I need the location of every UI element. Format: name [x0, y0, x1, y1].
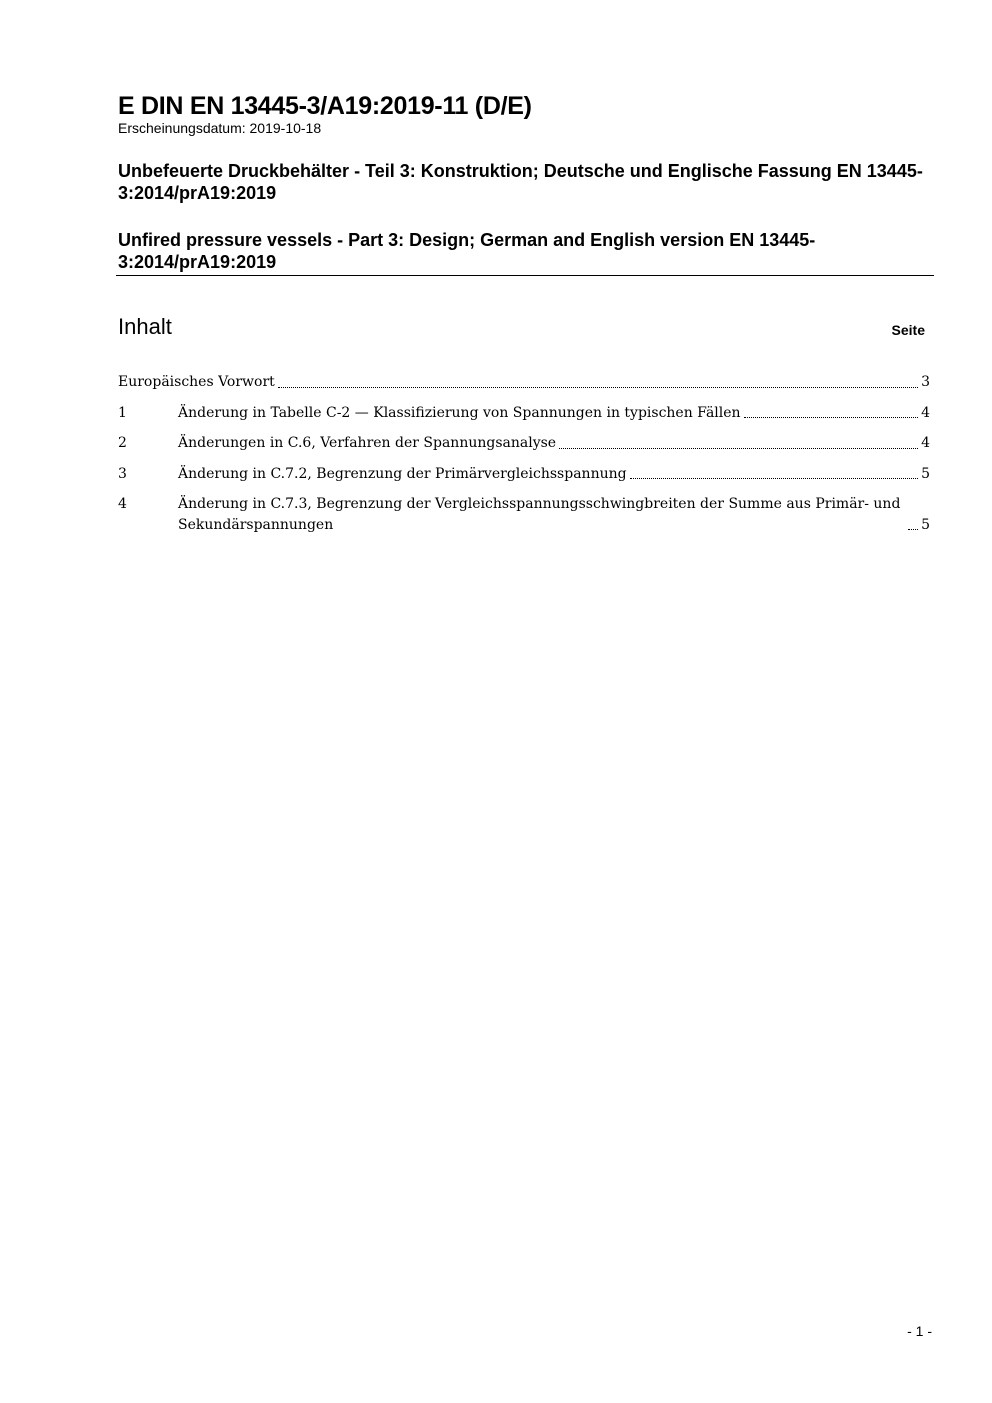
title-german: Unbefeuerte Druckbehälter - Teil 3: Konstruktion; Deutsche und Englische Fassung EN 13445-3:2014/prA19:2019 — [118, 161, 923, 203]
toc-entry[interactable] — [118, 494, 930, 535]
document-header — [118, 92, 933, 272]
toc-entry-page[interactable]: 3 — [921, 374, 930, 390]
toc-leader-dots — [744, 417, 919, 418]
toc-leader-dots — [630, 478, 918, 479]
toc-entry[interactable] — [118, 403, 930, 424]
toc-entry-number: 2 — [118, 435, 127, 451]
page-number: - 1 - — [907, 1323, 932, 1339]
toc-leader-dots — [908, 529, 918, 530]
toc-entry-title[interactable]: Änderung in C.7.2, Begrenzung der Primärvergleichsspannung — [178, 465, 627, 482]
header-divider — [116, 275, 934, 276]
toc-entry-title[interactable]: Änderung in C.7.3, Begrenzung der Vergleichsspannungsschwingbreiten der Summe aus Primär- und Sekundärspannungen — [178, 496, 901, 533]
table-of-contents — [118, 372, 930, 545]
toc-entry-number: 3 — [118, 465, 127, 482]
toc-entry-page[interactable]: 4 — [921, 435, 930, 451]
title-english: Unfired pressure vessels - Part 3: Design; German and English version EN 13445-3:2014/prA19:2019 — [118, 230, 816, 272]
toc-leader-dots — [559, 448, 918, 449]
toc-entry[interactable] — [118, 372, 930, 393]
toc-entry-page[interactable]: 5 — [921, 465, 930, 482]
document-number: E DIN EN 13445-3/A19:2019-11 (D/E) — [118, 92, 532, 120]
toc-entry-title[interactable]: Europäisches Vorwort — [118, 374, 275, 390]
release-date: Erscheinungsdatum: 2019-10-18 — [118, 120, 322, 136]
toc-entry-body — [178, 464, 930, 485]
toc-leader-dots — [278, 387, 918, 388]
toc-entry-title[interactable]: Änderung in Tabelle C-2 — Klassifizierung von Spannungen in typischen Fällen — [178, 404, 741, 421]
toc-entry-page[interactable]: 4 — [921, 404, 930, 421]
toc-entry[interactable] — [118, 464, 930, 485]
toc-entry-body — [178, 433, 930, 454]
toc-entry-page[interactable]: 5 — [921, 516, 930, 533]
toc-entry[interactable] — [118, 433, 930, 454]
toc-entry-body — [118, 372, 930, 393]
toc-entry-title[interactable]: Änderungen in C.6, Verfahren der Spannungsanalyse — [178, 435, 557, 451]
toc-entry-number: 4 — [118, 496, 127, 512]
toc-entry-number: 1 — [118, 404, 127, 421]
toc-entry-body — [178, 494, 930, 535]
toc-page-label: Seite — [891, 322, 925, 338]
toc-entry-body — [178, 403, 930, 424]
toc-heading: Inhalt — [118, 314, 172, 339]
